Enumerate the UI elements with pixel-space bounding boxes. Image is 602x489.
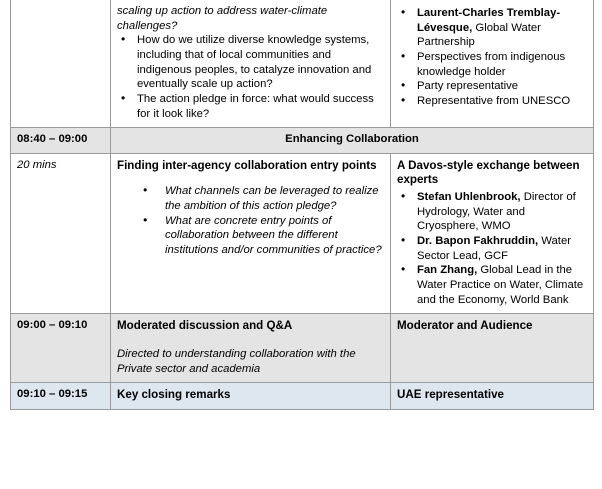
list-item	[397, 94, 587, 109]
people-heading: A Davos-style exchange between experts	[397, 158, 580, 187]
person-name: Stefan Uhlenbrook,	[417, 191, 521, 204]
list-item: • What channels can be leveraged to realize the ambition of this action pledge?	[117, 184, 384, 213]
session-cell	[111, 0, 391, 128]
table-row	[11, 153, 594, 314]
session-cell	[111, 314, 391, 383]
table-row	[11, 314, 594, 383]
question-list	[117, 33, 384, 121]
session-cell	[111, 153, 391, 314]
list-item: • The action pledge in force: what would success for it look like?	[117, 92, 384, 121]
person-role: Global Lead in the Water Practice on Water, Climate and the Economy, World Bank	[417, 264, 584, 306]
people-label: UAE representative	[397, 388, 504, 402]
person-role: Party representative	[417, 80, 519, 93]
list-item	[397, 50, 587, 79]
table-row-section-banner	[11, 128, 594, 153]
person-name: Dr. Bapon Fakhruddin,	[417, 235, 539, 248]
person-name: Laurent-Charles Tremblay-Lévesque,	[417, 7, 561, 34]
person-role: Global Water Partnership	[417, 21, 541, 49]
people-cell	[391, 0, 594, 128]
list-item: • What are concrete entry points of collaboration between the different institutions and/or communities of practice?	[117, 214, 384, 258]
list-item	[397, 6, 587, 50]
person-role: Representative from UNESCO	[417, 95, 571, 108]
session-heading: Finding inter-agency collaboration entry points	[117, 158, 377, 172]
list-item	[397, 79, 587, 94]
table-row	[11, 383, 594, 410]
session-heading: Moderated discussion and Q&A	[117, 319, 293, 333]
people-cell	[391, 383, 594, 410]
time-cell: 09:10 – 09:15	[11, 383, 111, 410]
list-item	[397, 263, 587, 307]
question-list	[117, 184, 384, 257]
list-item	[397, 190, 587, 234]
section-banner-label: Enhancing Collaboration	[111, 128, 594, 153]
people-cell	[391, 314, 594, 383]
person-role: Perspectives from indigenous knowledge holder	[417, 51, 566, 78]
session-heading: Key closing remarks	[117, 388, 231, 402]
people-list	[397, 6, 587, 109]
list-item: • How do we utilize diverse knowledge systems, including that of local communities and indigenous peoples, to catalyze innovation and eventually scale up action?	[117, 33, 384, 92]
person-role: Water Sector Lead, GCF	[417, 235, 571, 262]
people-label: Moderator and Audience	[397, 319, 533, 333]
time-cell: 09:00 – 09:10	[11, 314, 111, 383]
session-note: Directed to understanding collaboration with the Private sector and academia	[117, 347, 356, 375]
agenda-table	[10, 0, 594, 410]
continued-text: scaling up action to address water-climate challenges?	[117, 5, 328, 32]
time-cell: 08:40 – 09:00	[11, 128, 111, 153]
table-row	[11, 0, 594, 128]
person-name: Fan Zhang,	[417, 264, 478, 277]
session-cell	[111, 383, 391, 410]
people-cell	[391, 153, 594, 314]
duration-cell: 20 mins	[11, 153, 111, 314]
people-list	[397, 190, 587, 307]
time-cell	[11, 0, 111, 128]
person-role: Director of Hydrology, Water and Cryosphere, WMO	[417, 191, 576, 233]
list-item	[397, 234, 587, 263]
